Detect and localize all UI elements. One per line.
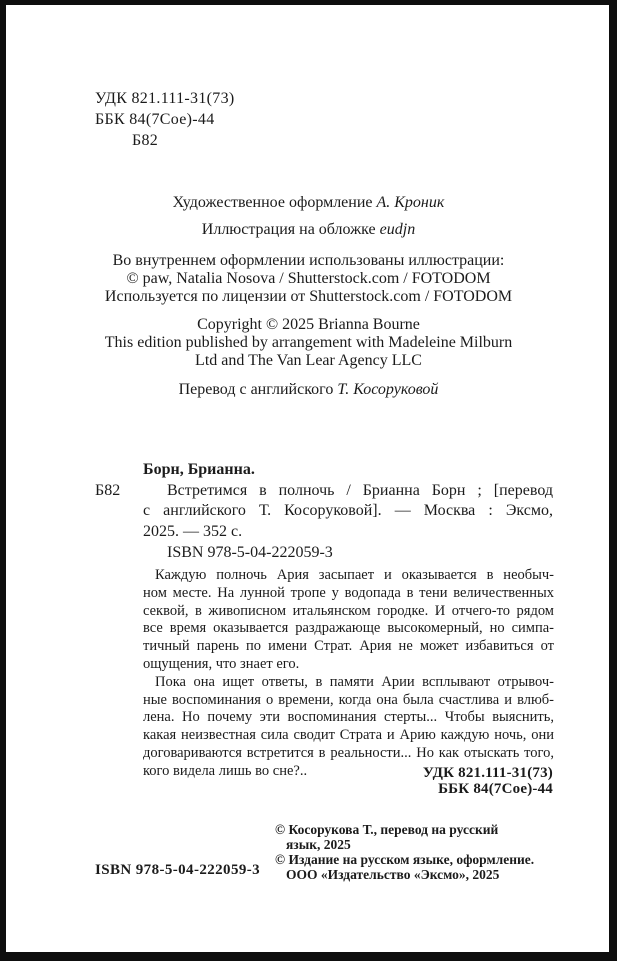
- annotation-line: какая неизвестная сила сводит Страта и Арию каждую ночь, они: [143, 727, 554, 744]
- annotation-line: договариваются встретится в реальности... Но как отыскать того,: [143, 744, 554, 761]
- interior-credit-line: Во внутреннем оформлении использованы иллюстрации:: [112, 252, 505, 269]
- bbk-code: ББК 84(7Сое)-44: [95, 111, 215, 128]
- translation-credit-name: Т. Косоруковой: [337, 381, 439, 398]
- copyright-notice: [60, 316, 557, 370]
- footer-copyrights: [275, 822, 563, 882]
- translation-credit: [60, 380, 557, 400]
- biblio-description-line: с английского Т. Косоруковой]. — Москва : Эксмо,: [143, 502, 553, 519]
- biblio-index-code: Б82: [95, 481, 121, 499]
- author-index-code: Б82: [132, 132, 159, 149]
- udk-code: УДК 821.111-31(73): [95, 90, 235, 107]
- annotation-line: лена. Но почему эти воспоминания стерты... Чтобы выяснить,: [143, 709, 554, 726]
- cover-credit-name: eudjn: [379, 221, 416, 238]
- biblio-description-line: 2025. — 352 с.: [143, 522, 243, 540]
- annotation-line: Пока она ищет ответы, в памяти Арии всплывают отрывоч-: [155, 673, 554, 690]
- translator-copyright-line: язык, 2025: [286, 837, 351, 852]
- copyright-line: This edition published by arrangement with Madeleine Milburn: [104, 334, 513, 351]
- annotation-line: секвой, в живописном итальянском городке. И отчего-то рядом: [143, 602, 554, 619]
- copyright-line: Ltd and The Van Lear Agency LLC: [195, 352, 422, 369]
- udk-code-bottom: УДК 821.111-31(73): [422, 765, 553, 781]
- design-credit: [60, 193, 557, 213]
- interior-illustrations-credit: [60, 252, 557, 306]
- translator-copyright: [275, 822, 563, 852]
- publisher-copyright-line: © Издание на русском языке, оформление.: [275, 852, 535, 867]
- annotation-line: ные воспоминания о времени, когда она была счастлива и влюб-: [143, 691, 554, 708]
- credits-block: [60, 193, 557, 400]
- annotation-block: [143, 567, 554, 781]
- biblio-author: Борн, Брианна.: [143, 461, 255, 478]
- cover-credit-label: Иллюстрация на обложке: [201, 221, 380, 238]
- interior-credit-line: Используется по лицензии от Shutterstock.com / FOTODOM: [104, 288, 513, 305]
- design-credit-name: А. Кроник: [376, 194, 445, 211]
- annotation-line: ном месте. На лунной тропе у водопада в тени величественных: [143, 584, 554, 601]
- publisher-copyright: [275, 852, 563, 882]
- copyright-line: Copyright © 2025 Brianna Bourne: [197, 316, 420, 333]
- translator-copyright-line: © Косорукова Т., перевод на русский: [275, 822, 499, 837]
- isbn-number: ISBN 978-5-04-222059-3: [167, 544, 333, 561]
- top-classification-codes: [95, 88, 235, 151]
- bottom-classification-codes: [143, 766, 553, 797]
- translation-credit-label: Перевод с английского: [178, 381, 338, 398]
- annotation-line: все время оказывается раздражающе высокомерный, но симпа-: [143, 620, 554, 637]
- bibliographic-description: [95, 460, 553, 564]
- annotation-line: ощущения, что знает его.: [143, 655, 300, 672]
- design-credit-label: Художественное оформление: [172, 194, 377, 211]
- cover-credit: [60, 220, 557, 240]
- annotation-line: Каждую полночь Ария засыпает и оказывается в необыч-: [155, 567, 554, 583]
- bbk-code-bottom: ББК 84(7Сое)-44: [438, 780, 553, 797]
- annotation-line: тичный парень по имени Страт. Ария не может избавиться от: [143, 638, 554, 655]
- annotation-line: кого видела лишь во сне?..: [143, 762, 308, 779]
- biblio-description-line: Встретимся в полночь / Брианна Борн ; [перевод: [167, 481, 553, 499]
- interior-credit-line: © paw, Natalia Nosova / Shutterstock.com / FOTODOM: [126, 270, 491, 287]
- publisher-copyright-line: ООО «Издательство «Эксмо», 2025: [286, 867, 500, 882]
- footer-isbn: ISBN 978-5-04-222059-3: [95, 862, 261, 878]
